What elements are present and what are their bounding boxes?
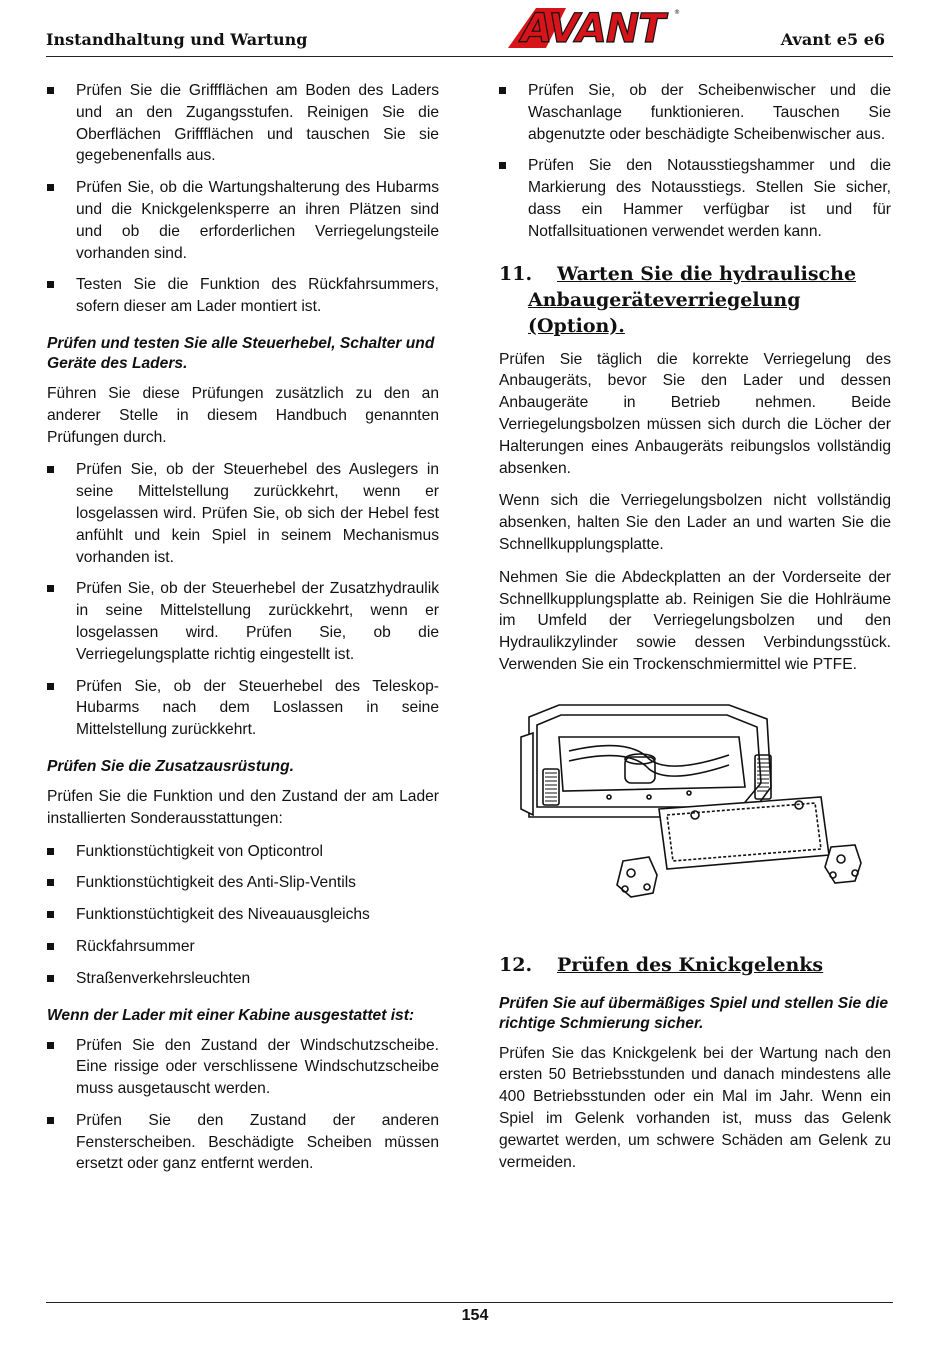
section-title-line1: Warten Sie die hydraulische bbox=[557, 262, 857, 285]
section-title: Prüfen des Knickgelenks bbox=[557, 953, 824, 976]
bullet-list-options bbox=[47, 841, 439, 990]
bullet-icon bbox=[47, 585, 54, 592]
list-item: Funktionstüchtigkeit des Anti-Slip-Ventils bbox=[47, 872, 439, 894]
footer-rule bbox=[46, 1302, 893, 1303]
quick-coupling-plate-illustration bbox=[499, 697, 891, 909]
list-item: Funktionstüchtigkeit von Opticontrol bbox=[47, 841, 439, 863]
header-model: Avant e5 e6 bbox=[780, 30, 885, 49]
section-heading-12 bbox=[499, 952, 891, 978]
list-item: Prüfen Sie, ob der Steuerhebel des Auslegers in seine Mittelstellung zurückkehrt, wenn er losgelassen wird. Prüfen Sie, ob sich der Hebel fest anfühlt und kein Spiel in seinem Mechanismus vorhanden ist. bbox=[47, 459, 439, 568]
bullet-icon bbox=[47, 281, 54, 288]
bullet-icon bbox=[47, 1117, 54, 1124]
bullet-icon bbox=[47, 975, 54, 982]
list-item: Prüfen Sie, ob die Wartungshalterung des Hubarms und die Knickgelenksperre an ihren Plätzen sind und ob die erforderlichen Verriegelungsteile vorhanden sind. bbox=[47, 177, 439, 264]
bullet-icon bbox=[499, 87, 506, 94]
logo-text: AVANT bbox=[521, 6, 665, 50]
bullet-icon bbox=[47, 87, 54, 94]
section-heading-11 bbox=[499, 261, 891, 339]
subheading-accessories: Prüfen Sie die Zusatzausrüstung. bbox=[47, 757, 294, 775]
bullet-icon bbox=[47, 466, 54, 473]
paragraph: Prüfen Sie die Funktion und den Zustand der am Lader installierten Sonderausstattungen: bbox=[47, 787, 439, 827]
svg-text:®: ® bbox=[674, 9, 680, 16]
list-item: Straßenverkehrsleuchten bbox=[47, 968, 439, 990]
section-title-line2: Anbaugeräteverriegelung (Option). bbox=[528, 288, 801, 337]
bullet-icon bbox=[47, 184, 54, 191]
list-item: Prüfen Sie den Zustand der Windschutzscheibe. Eine rissige oder verschlissene Windschutzscheibe muss ausgetauscht werden. bbox=[47, 1035, 439, 1100]
list-item: Rückfahrsummer bbox=[47, 936, 439, 958]
list-item: Prüfen Sie, ob der Steuerhebel der Zusatzhydraulik in seine Mittelstellung zurückkehrt, wenn er losgelassen wird. Prüfen Sie, ob die Verriegelungsplatte richtig eingestellt ist. bbox=[47, 578, 439, 665]
list-item: Prüfen Sie den Notausstiegshammer und die Markierung des Notausstiegs. Stellen Sie sicher, dass ein Hammer verfügbar ist und für Notfallsituationen verwendet werden kann. bbox=[499, 155, 891, 242]
paragraph: Wenn sich die Verriegelungsbolzen nicht vollständig absenken, halten Sie den Lader an und warten Sie die Schnellkupplungsplatte. bbox=[499, 492, 891, 553]
paragraph: Prüfen Sie täglich die korrekte Verriegelung des Anbaugeräts, bevor Sie den Lader und dessen Anbaugeräte in Betrieb nehmen. Beide Verriegelungsbolzen müssen sich durch die Löcher der Halterungen eines Anbaugeräts reibungslos vollständig absenken. bbox=[499, 350, 891, 477]
subheading-joint: Prüfen Sie auf übermäßiges Spiel und stellen Sie die richtige Schmierung sicher. bbox=[499, 994, 889, 1032]
bullet-icon bbox=[499, 162, 506, 169]
paragraph: Prüfen Sie das Knickgelenk bei der Wartung nach den ersten 50 Betriebsstunden und danach mindestens alle 400 Betriebsstunden oder ein Mal im Jahr. Wenn ein Spiel im Gelenk vorhanden ist, muss das Gelenk gewartet werden, um schwere Schäden am Gelenk zu vermeiden. bbox=[499, 1044, 891, 1171]
bullet-list-cabin bbox=[47, 1035, 439, 1176]
list-item: Prüfen Sie den Zustand der anderen Fensterscheiben. Beschädigte Scheiben müssen ersetzt oder ganz entfernt werden. bbox=[47, 1110, 439, 1175]
page-header bbox=[46, 0, 893, 57]
bullet-icon bbox=[47, 911, 54, 918]
left-column bbox=[47, 80, 439, 1185]
subheading-controls: Prüfen und testen Sie alle Steuerhebel, Schalter und Geräte des Laders. bbox=[47, 334, 435, 372]
list-item: Prüfen Sie die Griffflächen am Boden des Laders und an den Zugangsstufen. Reinigen Sie die Oberflächen Griffflächen und tauschen Sie sie gegebenenfalls aus. bbox=[47, 80, 439, 167]
bullet-icon bbox=[47, 879, 54, 886]
list-item: Prüfen Sie, ob der Steuerhebel des Teleskop-Hubarms nach dem Loslassen in seine Mittelstellung zurückkehrt. bbox=[47, 676, 439, 741]
list-item: Testen Sie die Funktion des Rückfahrsummers, sofern dieser am Lader montiert ist. bbox=[47, 274, 439, 318]
avant-logo bbox=[506, 4, 680, 50]
bullet-list-wiper bbox=[499, 80, 891, 243]
list-item: Prüfen Sie, ob der Scheibenwischer und die Waschanlage funktionieren. Tauschen Sie abgenutzte oder beschädigte Scheibenwischer aus. bbox=[499, 80, 891, 145]
subheading-cabin: Wenn der Lader mit einer Kabine ausgestattet ist: bbox=[47, 1006, 415, 1024]
bullet-list-grip-checks bbox=[47, 80, 439, 318]
paragraph: Nehmen Sie die Abdeckplatten an der Vorderseite der Schnellkupplungsplatte ab. Reinigen Sie die Hohlräume im Umfeld der Verriegelungsbolzen und den Hydraulikzylinder sowie dessen Verbindungsstück. Verwenden Sie ein Trockenschmiermittel wie PTFE. bbox=[499, 568, 891, 673]
paragraph: Führen Sie diese Prüfungen zusätzlich zu den an anderer Stelle in diesem Handbuch genannten Prüfungen durch. bbox=[47, 384, 439, 446]
section-number: 12. bbox=[499, 953, 533, 976]
bullet-icon bbox=[47, 943, 54, 950]
bullet-icon bbox=[47, 683, 54, 690]
right-column bbox=[499, 80, 891, 1184]
bullet-icon bbox=[47, 1042, 54, 1049]
bullet-icon bbox=[47, 848, 54, 855]
page-number: 154 bbox=[461, 1307, 489, 1324]
header-section-title: Instandhaltung und Wartung bbox=[46, 30, 308, 49]
bullet-list-levers bbox=[47, 459, 439, 741]
list-item: Funktionstüchtigkeit des Niveauausgleichs bbox=[47, 904, 439, 926]
section-number: 11. bbox=[499, 262, 533, 285]
